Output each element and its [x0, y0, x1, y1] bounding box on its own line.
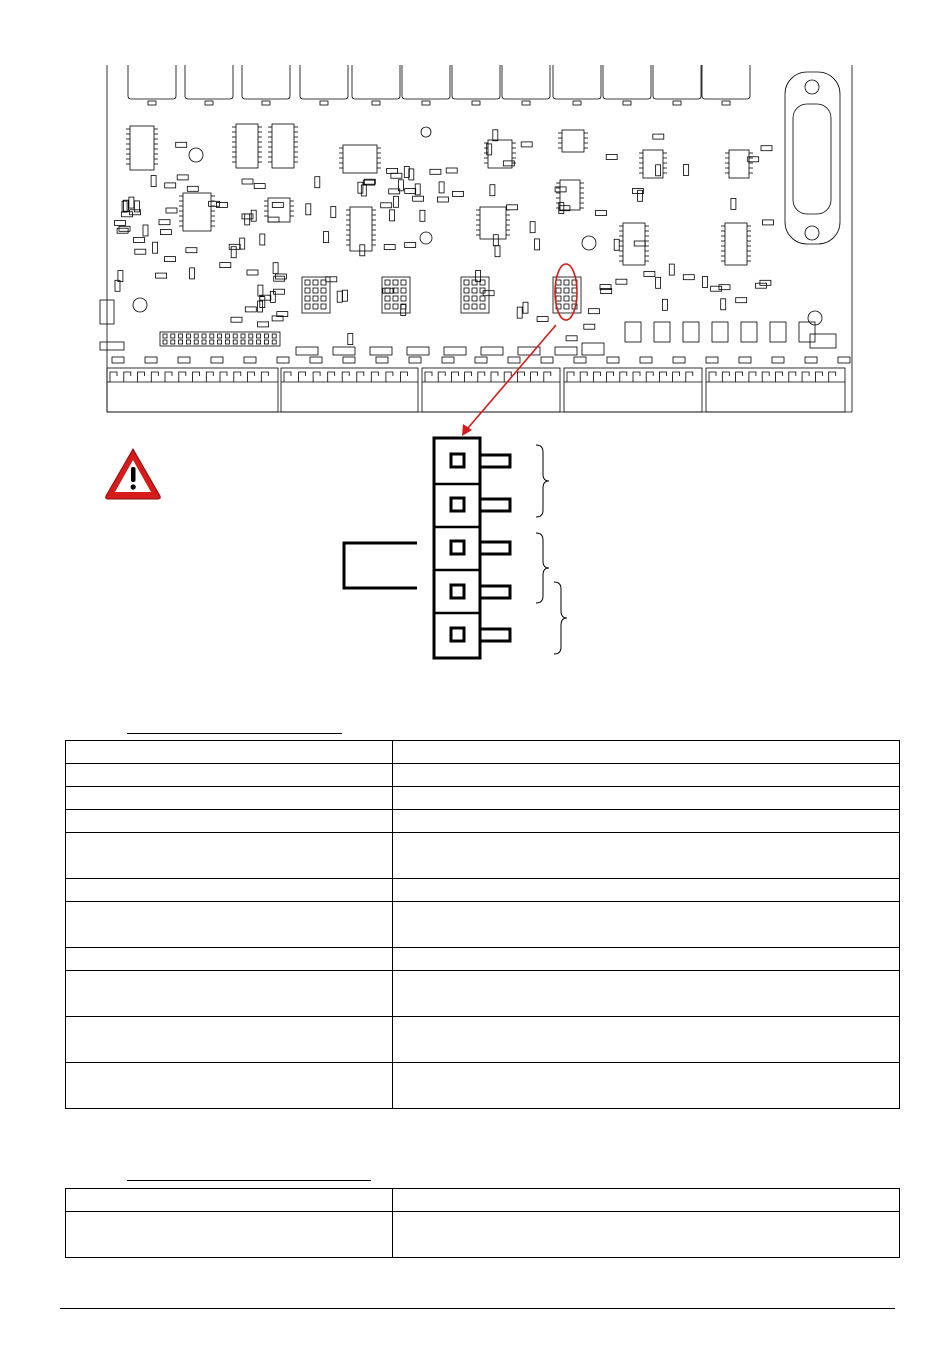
- table-row: [66, 1212, 900, 1258]
- ic-chips: [126, 124, 753, 265]
- table-cell: [66, 1017, 393, 1063]
- jumper-headers: [302, 277, 581, 313]
- table-row: [66, 833, 900, 879]
- spec-table-1: [65, 740, 900, 1109]
- table-cell: [393, 902, 900, 948]
- table-row: [66, 879, 900, 902]
- table-row: [66, 810, 900, 833]
- smd-components: [100, 130, 836, 355]
- warning-triangle-icon: [106, 449, 161, 499]
- table-cell: [393, 741, 900, 764]
- table-cell: [393, 1212, 900, 1258]
- table-cell: [66, 971, 393, 1017]
- table-row: [66, 787, 900, 810]
- jumper-detail-drawing: [344, 438, 510, 658]
- spec-table-2: [65, 1188, 900, 1258]
- table-cell: [393, 1017, 900, 1063]
- table-cell: [66, 948, 393, 971]
- table-cell: [66, 879, 393, 902]
- pcb-layout-figure: [0, 0, 950, 665]
- footer-rule: [60, 1308, 895, 1309]
- table-row: [66, 902, 900, 948]
- table-cell: [393, 764, 900, 787]
- table-cell: [66, 741, 393, 764]
- table-cell: [393, 787, 900, 810]
- dsub-connector: [785, 72, 840, 244]
- table-cell: [66, 1212, 393, 1258]
- table-row: [66, 971, 900, 1017]
- pcb-board: [100, 65, 852, 412]
- top-connector-row: [128, 65, 750, 105]
- table-row: [66, 1189, 900, 1212]
- pin-group-braces: [536, 445, 567, 654]
- table-row: [66, 764, 900, 787]
- table-cell: [393, 1189, 900, 1212]
- table-cell: [66, 764, 393, 787]
- table-row: [66, 741, 900, 764]
- table-cell: [66, 1189, 393, 1212]
- table-cell: [66, 787, 393, 810]
- table-cell: [393, 810, 900, 833]
- table-cell: [393, 948, 900, 971]
- table-cell: [393, 971, 900, 1017]
- section-heading-underline-2: [127, 1180, 371, 1181]
- table-cell: [66, 1063, 393, 1109]
- table-row: [66, 948, 900, 971]
- table-cell: [66, 833, 393, 879]
- table-cell: [393, 879, 900, 902]
- table-cell: [393, 833, 900, 879]
- terminal-blocks: [107, 357, 850, 412]
- table-cell: [393, 1063, 900, 1109]
- table-cell: [66, 902, 393, 948]
- table-row: [66, 1017, 900, 1063]
- table-cell: [66, 810, 393, 833]
- section-heading-underline-1: [127, 733, 342, 734]
- table-row: [66, 1063, 900, 1109]
- header-strip: [160, 332, 280, 346]
